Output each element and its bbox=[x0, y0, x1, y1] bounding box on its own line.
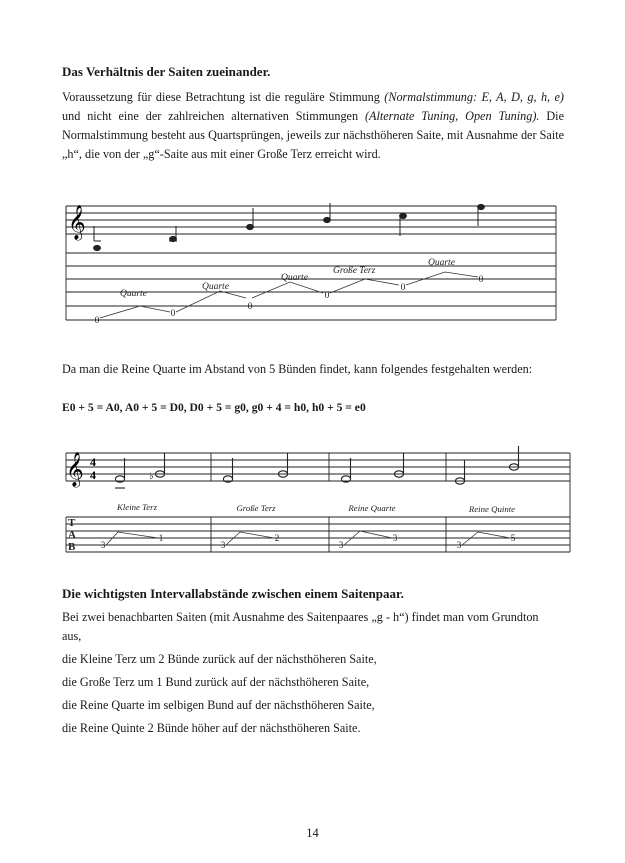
tab-number: 0 bbox=[247, 302, 253, 312]
time-signature-top: 4 bbox=[90, 455, 96, 469]
interval-item: die Große Terz um 1 Bund zurück auf der nächsthöheren Saite, bbox=[62, 675, 370, 689]
para-text-c: und nicht eine der zahlreichen alternativen Stimmungen bbox=[62, 109, 365, 123]
interval-item: die Kleine Terz um 2 Bünde zurück auf der nächsthöheren Saite, bbox=[62, 652, 377, 666]
interval-label: Quarte bbox=[120, 289, 147, 299]
tab-number: 1 bbox=[158, 533, 164, 543]
interval-label: Quarte bbox=[281, 273, 308, 283]
svg-text:A: A bbox=[68, 529, 76, 541]
tab-number: 0 bbox=[324, 291, 330, 301]
staff2-lines bbox=[66, 453, 570, 481]
tab-number: 3 bbox=[220, 540, 226, 550]
tab-number: 3 bbox=[456, 540, 462, 550]
staff-lines bbox=[66, 206, 556, 234]
measure-label: Reine Quinte bbox=[468, 504, 516, 514]
interval-label: Quarte bbox=[428, 258, 455, 268]
svg-text:T: T bbox=[68, 517, 76, 529]
treble-clef-icon: 𝄞 bbox=[66, 453, 84, 486]
tab-lines bbox=[66, 206, 556, 320]
tab2-numbers bbox=[101, 533, 516, 550]
measure-label: Kleine Terz bbox=[117, 502, 157, 512]
tab2-lines bbox=[66, 481, 570, 552]
page-number: 14 bbox=[306, 826, 319, 840]
para-text-a: Voraussetzung für diese Betrachtung ist die reguläre Stimmung bbox=[62, 90, 385, 104]
tab-number: 0 bbox=[478, 275, 484, 285]
tab-number: 0 bbox=[94, 316, 100, 326]
tab-number: 3 bbox=[100, 540, 106, 550]
svg-text:B: B bbox=[68, 541, 76, 553]
svg-text:♭: ♭ bbox=[149, 471, 154, 482]
interval-label: Große Terz bbox=[333, 266, 376, 276]
para-text-e: Die Normalstimmung besteht aus Quartsprüngen, jeweils zur nächsthöheren Saite, mit Ausnahme der Saite „h“, die von der „g“-Saite aus mit einer Große Terz erreicht wird. bbox=[62, 109, 564, 161]
section-heading-strings: Das Verhältnis der Saiten zueinander. bbox=[62, 64, 271, 79]
intervals-intro: Bei zwei benachbarten Saiten (mit Ausnahme des Saitenpaares „g - h“) findet man vom Grundton aus, bbox=[62, 610, 539, 643]
para-text-alternate-tuning: (Alternate Tuning, Open Tuning). bbox=[364, 109, 540, 123]
tab-number: 3 bbox=[338, 540, 344, 550]
para-text-standard-tuning: (Normalstimmung: E, A, D, g, h, e) bbox=[384, 90, 564, 104]
tab-number: 2 bbox=[274, 533, 280, 543]
tab-number: 0 bbox=[400, 283, 406, 293]
interval-label: Quarte bbox=[202, 282, 229, 292]
tab-number: 0 bbox=[170, 309, 176, 319]
interval-item: die Reine Quinte 2 Bünde höher auf der nächsthöheren Saite. bbox=[62, 721, 361, 735]
tab-clef-label bbox=[68, 517, 76, 553]
measure-label: Reine Quarte bbox=[348, 503, 396, 513]
tab-number: 5 bbox=[510, 533, 516, 543]
treble-clef-icon: 𝄞 bbox=[68, 206, 86, 239]
fret-equation: E0 + 5 = A0, A0 + 5 = D0, D0 + 5 = g0, g0 + 4 = h0, h0 + 5 = e0 bbox=[62, 401, 366, 414]
measure-label: Große Terz bbox=[236, 503, 276, 513]
interval-item: die Reine Quarte im selbigen Bund auf der nächsthöheren Saite, bbox=[62, 698, 375, 712]
measure-labels bbox=[116, 502, 515, 514]
time-signature-bottom: 4 bbox=[90, 468, 96, 482]
tab-number: 3 bbox=[392, 533, 398, 543]
fret-paragraph: Da man die Reine Quarte im Abstand von 5 Bünden findet, kann folgendes festgehalten werden: bbox=[62, 362, 533, 376]
section-heading-intervals: Die wichtigsten Intervallabstände zwischen einem Saitenpaar. bbox=[62, 586, 404, 601]
